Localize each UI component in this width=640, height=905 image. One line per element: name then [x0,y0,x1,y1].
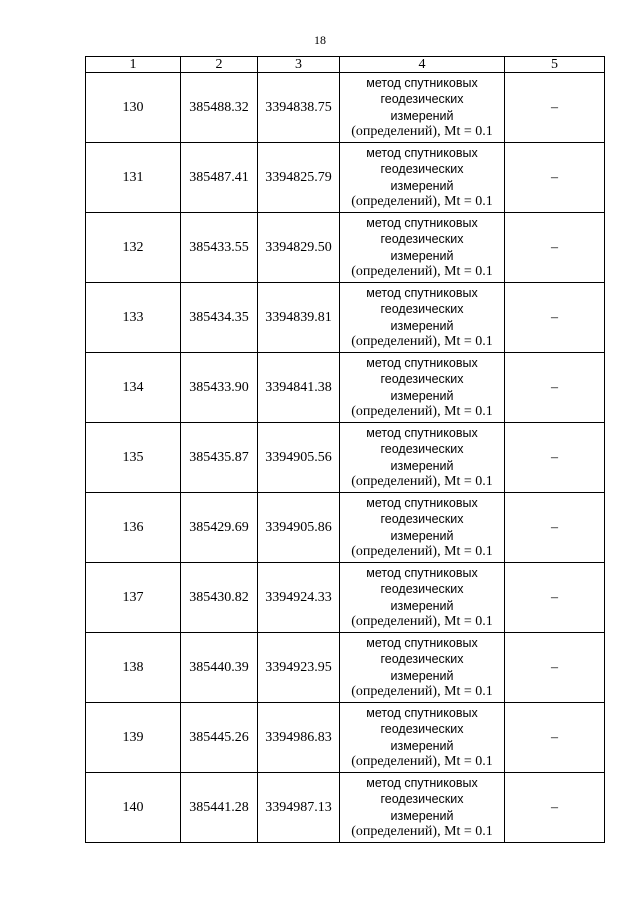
method-line: геодезических [380,512,464,527]
column-5-cell: – [505,353,605,423]
y-coordinate-cell: 3394841.38 [258,353,340,423]
column-5-cell: – [505,213,605,283]
column-header: 3 [258,57,340,73]
method-line: (определений), Mt = 0.1 [351,543,493,559]
column-5-cell: – [505,703,605,773]
y-coordinate-cell: 3394829.50 [258,213,340,283]
method-cell [340,353,505,423]
table-row [86,73,605,143]
point-number-cell: 130 [86,73,181,143]
y-coordinate-cell: 3394905.56 [258,423,340,493]
method-line: метод спутниковых [366,215,478,230]
method-line: метод спутниковых [366,75,478,90]
method-cell [340,563,505,633]
column-5-cell: – [505,283,605,353]
method-line: геодезических [380,652,464,667]
point-number-cell: 135 [86,423,181,493]
table-row [86,563,605,633]
method-line: (определений), Mt = 0.1 [351,753,493,769]
method-cell [340,773,505,843]
x-coordinate-cell: 385434.35 [181,283,258,353]
point-number-cell: 131 [86,143,181,213]
method-line: геодезических [380,232,464,247]
method-line: метод спутниковых [366,355,478,370]
table-row [86,773,605,843]
table-row [86,283,605,353]
method-line: измерений [390,598,454,613]
point-number-cell: 133 [86,283,181,353]
column-5-cell: – [505,633,605,703]
method-line: измерений [390,178,454,193]
point-number-cell: 136 [86,493,181,563]
page-number: 18 [314,33,326,47]
y-coordinate-cell: 3394923.95 [258,633,340,703]
method-line: (определений), Mt = 0.1 [351,123,493,139]
point-number-cell: 138 [86,633,181,703]
method-cell [340,213,505,283]
method-cell [340,423,505,493]
y-coordinate-cell: 3394986.83 [258,703,340,773]
point-number-cell: 132 [86,213,181,283]
method-cell [340,703,505,773]
x-coordinate-cell: 385440.39 [181,633,258,703]
column-header: 4 [340,57,505,73]
method-cell [340,143,505,213]
method-cell [340,73,505,143]
method-line: геодезических [380,582,464,597]
table-row [86,213,605,283]
x-coordinate-cell: 385433.55 [181,213,258,283]
method-line: (определений), Mt = 0.1 [351,263,493,279]
y-coordinate-cell: 3394839.81 [258,283,340,353]
method-cell [340,283,505,353]
method-line: геодезических [380,722,464,737]
column-header: 5 [505,57,605,73]
method-line: измерений [390,108,454,123]
method-cell [340,633,505,703]
x-coordinate-cell: 385487.41 [181,143,258,213]
table-row [86,353,605,423]
method-line: геодезических [380,162,464,177]
y-coordinate-cell: 3394987.13 [258,773,340,843]
point-number-cell: 139 [86,703,181,773]
table-row [86,703,605,773]
method-line: измерений [390,458,454,473]
coordinates-table [85,56,605,843]
method-line: измерений [390,388,454,403]
method-line: геодезических [380,792,464,807]
x-coordinate-cell: 385488.32 [181,73,258,143]
method-line: измерений [390,668,454,683]
column-5-cell: – [505,493,605,563]
method-line: измерений [390,248,454,263]
method-line: измерений [390,738,454,753]
y-coordinate-cell: 3394838.75 [258,73,340,143]
y-coordinate-cell: 3394924.33 [258,563,340,633]
method-line: метод спутниковых [366,495,478,510]
column-5-cell: – [505,73,605,143]
method-line: (определений), Mt = 0.1 [351,403,493,419]
x-coordinate-cell: 385445.26 [181,703,258,773]
column-5-cell: – [505,563,605,633]
method-line: измерений [390,528,454,543]
column-5-cell: – [505,143,605,213]
method-line: метод спутниковых [366,635,478,650]
method-line: метод спутниковых [366,775,478,790]
table-row [86,423,605,493]
x-coordinate-cell: 385435.87 [181,423,258,493]
method-line: измерений [390,318,454,333]
method-line: метод спутниковых [366,565,478,580]
table-row [86,143,605,213]
method-line: метод спутниковых [366,425,478,440]
method-line: геодезических [380,442,464,457]
method-line: метод спутниковых [366,285,478,300]
table-row [86,493,605,563]
method-line: геодезических [380,372,464,387]
method-line: геодезических [380,302,464,317]
method-cell [340,493,505,563]
x-coordinate-cell: 385441.28 [181,773,258,843]
method-line: (определений), Mt = 0.1 [351,683,493,699]
table-row [86,633,605,703]
column-header: 1 [86,57,181,73]
method-line: (определений), Mt = 0.1 [351,193,493,209]
method-line: метод спутниковых [366,145,478,160]
x-coordinate-cell: 385430.82 [181,563,258,633]
method-line: (определений), Mt = 0.1 [351,333,493,349]
method-line: геодезических [380,92,464,107]
method-line: метод спутниковых [366,705,478,720]
y-coordinate-cell: 3394825.79 [258,143,340,213]
x-coordinate-cell: 385429.69 [181,493,258,563]
point-number-cell: 137 [86,563,181,633]
x-coordinate-cell: 385433.90 [181,353,258,423]
method-line: измерений [390,808,454,823]
method-line: (определений), Mt = 0.1 [351,823,493,839]
point-number-cell: 134 [86,353,181,423]
y-coordinate-cell: 3394905.86 [258,493,340,563]
point-number-cell: 140 [86,773,181,843]
method-line: (определений), Mt = 0.1 [351,473,493,489]
column-5-cell: – [505,773,605,843]
column-5-cell: – [505,423,605,493]
column-header: 2 [181,57,258,73]
method-line: (определений), Mt = 0.1 [351,613,493,629]
table-header-row [86,57,605,73]
